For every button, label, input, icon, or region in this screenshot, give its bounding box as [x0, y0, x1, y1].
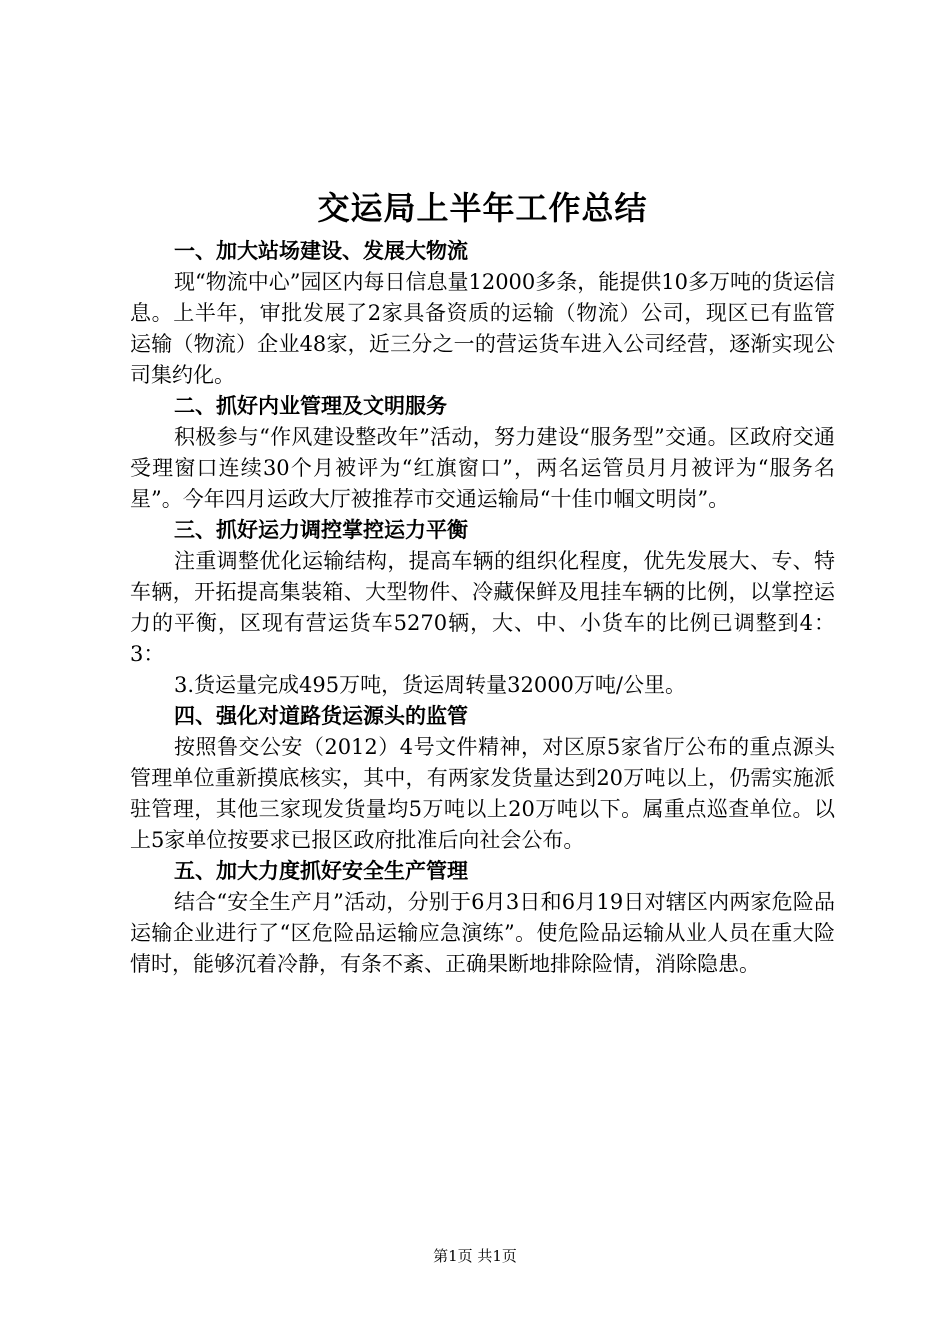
- section-paragraph: 3.货运量完成495万吨，货运周转量32000万吨/公里。: [174, 673, 686, 697]
- section-paragraph: 按照鲁交公安（2012）4号文件精神，对区原5家省厅公布的重点源头管理单位重新摸底核实，其中，有两家发货量达到20万吨以上，仍需实施派驻管理，其他三家现发货量均5万吨以上20万吨以下。属重点巡查单位。以上5家单位按要求已报区政府批准后向社会公布。: [130, 735, 835, 852]
- section-paragraph: 结合“安全生产月”活动，分别于6月3日和6月19日对辖区内两家危险品运输企业进行了“区危险品运输应急演练”。使危险品运输从业人员在重大险情时，能够沉着冷静，有条不紊、正确果断地排除险情，消除隐患。: [130, 890, 835, 976]
- section-2: [130, 391, 835, 515]
- section-1: [130, 236, 835, 391]
- page-footer: 第1页 共1页: [433, 1247, 517, 1265]
- section-heading: 一、加大站场建设、发展大物流: [174, 239, 468, 263]
- section-heading: 三、抓好运力调控掌控运力平衡: [174, 518, 468, 542]
- document-title: 交运局上半年工作总结: [317, 189, 648, 227]
- section-3: [130, 515, 835, 701]
- section-4: [130, 701, 835, 856]
- section-paragraph: 注重调整优化运输结构，提高车辆的组织化程度，优先发展大、专、特车辆，开拓提高集装箱、大型物件、冷藏保鲜及甩挂车辆的比例，以掌控运力的平衡，区现有营运货车5270辆，大、中、小货车的比例已调整到4：3：: [130, 549, 835, 666]
- section-paragraph: 现“物流中心”园区内每日信息量12000多条，能提供10多万吨的货运信息。上半年，审批发展了2家具备资质的运输（物流）公司，现区已有监管运输（物流）企业48家，近三分之一的营运货车进入公司经营，逐渐实现公司集约化。: [130, 270, 835, 387]
- section-heading: 二、抓好内业管理及文明服务: [174, 394, 447, 418]
- section-heading: 五、加大力度抓好安全生产管理: [174, 859, 468, 883]
- section-5: [130, 856, 835, 980]
- document-body: [130, 186, 835, 980]
- section-heading: 四、强化对道路货运源头的监管: [174, 704, 468, 728]
- section-paragraph: 积极参与“作风建设整改年”活动，努力建设“服务型”交通。区政府交通受理窗口连续30个月被评为“红旗窗口”，两名运管员月月被评为“服务名星”。今年四月运政大厅被推荐市交通运输局“十佳巾帼文明岗”。: [130, 425, 835, 511]
